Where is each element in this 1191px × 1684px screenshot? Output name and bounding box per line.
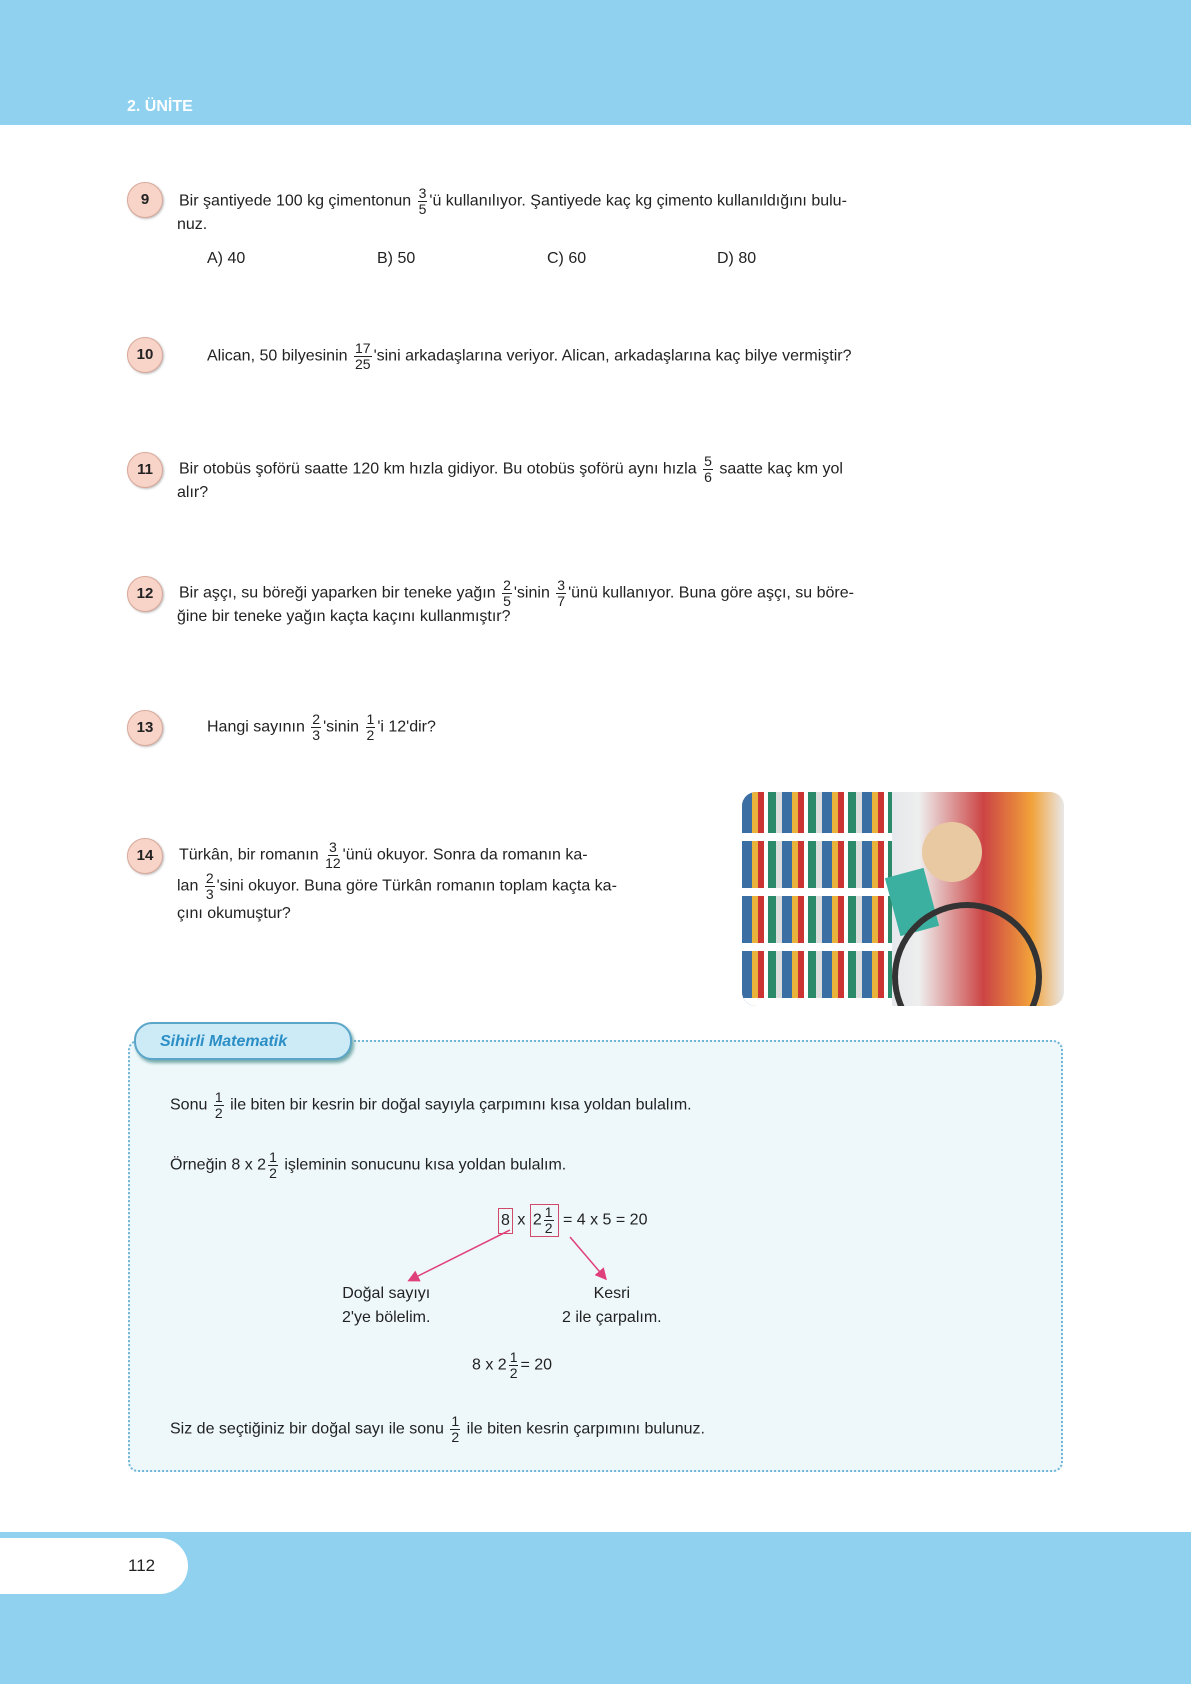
question-number: 12	[127, 576, 163, 612]
task-line: Siz de seçtiğiniz bir doğal sayı ile sonu $\frac{1}{2}$ ile biten kesrin çarpımını bulunuz.	[170, 1413, 705, 1445]
text: Alican, 50 bilyesinin	[207, 347, 348, 365]
fraction: $\frac{3}{12}$	[325, 839, 341, 871]
text: nuz.	[177, 216, 208, 233]
example-line: Örneğin 8 x 2 $\frac{1}{2}$ işleminin sonucunu kısa yoldan bulalım.	[170, 1149, 567, 1181]
text: Türkân, bir romanın	[179, 846, 319, 864]
fraction: $\frac{17}{25}$	[354, 340, 371, 372]
fraction: $\frac{3}{7}$	[557, 577, 566, 609]
question-13	[127, 710, 1062, 743]
left-note: Doğal sayıyı 2'ye bölelim.	[342, 1285, 431, 1326]
options	[127, 247, 1062, 271]
text: 'i 12'dir?	[377, 718, 436, 736]
question-number: 11	[127, 452, 163, 488]
option-c[interactable]: C) 60	[547, 250, 587, 267]
result: 8 x 2 $\frac{1}{2}$ = 20	[472, 1349, 553, 1381]
text: alır?	[177, 484, 209, 501]
question-11	[127, 452, 1062, 505]
magic-math-title: Sihirli Matematik	[134, 1022, 352, 1060]
text: 'sinin	[323, 718, 360, 736]
text: Bir şantiyede 100 kg çimentonun	[179, 192, 412, 210]
text: lan	[177, 877, 199, 895]
text: Bir aşçı, su böreği yaparken bir teneke yağın	[179, 584, 496, 602]
fraction: $\frac{3}{5}$	[418, 185, 427, 217]
question-14	[127, 838, 727, 926]
fraction: $\frac{5}{6}$	[704, 453, 712, 485]
text: 'sini okuyor. Buna göre Türkân romanın toplam kaçta ka-	[216, 877, 617, 895]
text: 'ünü okuyor. Sonra da romanın ka-	[342, 846, 588, 864]
page-number: 112	[0, 1538, 188, 1594]
arrows	[130, 1042, 1065, 1474]
text: 'ünü kullanıyor. Buna göre aşçı, su böre-	[568, 584, 854, 602]
question-number: 10	[127, 337, 163, 373]
equation: 8 x 2 $\frac{1}{2}$ = 4 x 5 = 20	[498, 1204, 647, 1237]
unit-title: 2. ÜNİTE	[127, 98, 193, 115]
question-number: 9	[127, 182, 163, 218]
question-12	[127, 576, 1062, 629]
option-b[interactable]: B) 50	[377, 250, 416, 267]
question-number: 13	[127, 710, 163, 746]
magic-math-box	[128, 1040, 1063, 1472]
text: 'sinin	[513, 584, 550, 602]
fraction: $\frac{2}{3}$	[312, 711, 321, 743]
text: çını okumuştur?	[177, 905, 291, 922]
girl-reading-in-wheelchair-photo	[742, 792, 1064, 1006]
text: 'ü kullanılıyor. Şantiyede kaç kg çimento kullanıldığını bulu-	[429, 192, 847, 210]
fraction: $\frac{2}{3}$	[205, 870, 214, 902]
text: Bir otobüs şoförü saatte 120 km hızla gidiyor. Bu otobüs şoförü aynı hızla	[179, 460, 697, 478]
question-number: 14	[127, 838, 163, 874]
option-a[interactable]: A) 40	[207, 250, 246, 267]
right-note: Kesri 2 ile çarpalım.	[562, 1285, 662, 1326]
option-d[interactable]: D) 80	[717, 250, 757, 267]
text: Hangi sayının	[207, 718, 305, 736]
question-9	[127, 182, 1062, 271]
text: saatte kaç km yol	[719, 460, 843, 478]
question-10	[127, 337, 1062, 372]
text: ğine bir teneke yağın kaçta kaçını kullanmıştır?	[177, 608, 511, 625]
fraction: $\frac{1}{2}$	[366, 711, 375, 743]
text: 'sini arkadaşlarına veriyor. Alican, arkadaşlarına kaç bilye vermiştir?	[373, 347, 852, 365]
intro-line: Sonu $\frac{1}{2}$ ile biten bir kesrin bir doğal sayıyla çarpımını kısa yoldan bulalım.	[170, 1089, 692, 1121]
fraction: $\frac{2}{5}$	[503, 577, 511, 609]
